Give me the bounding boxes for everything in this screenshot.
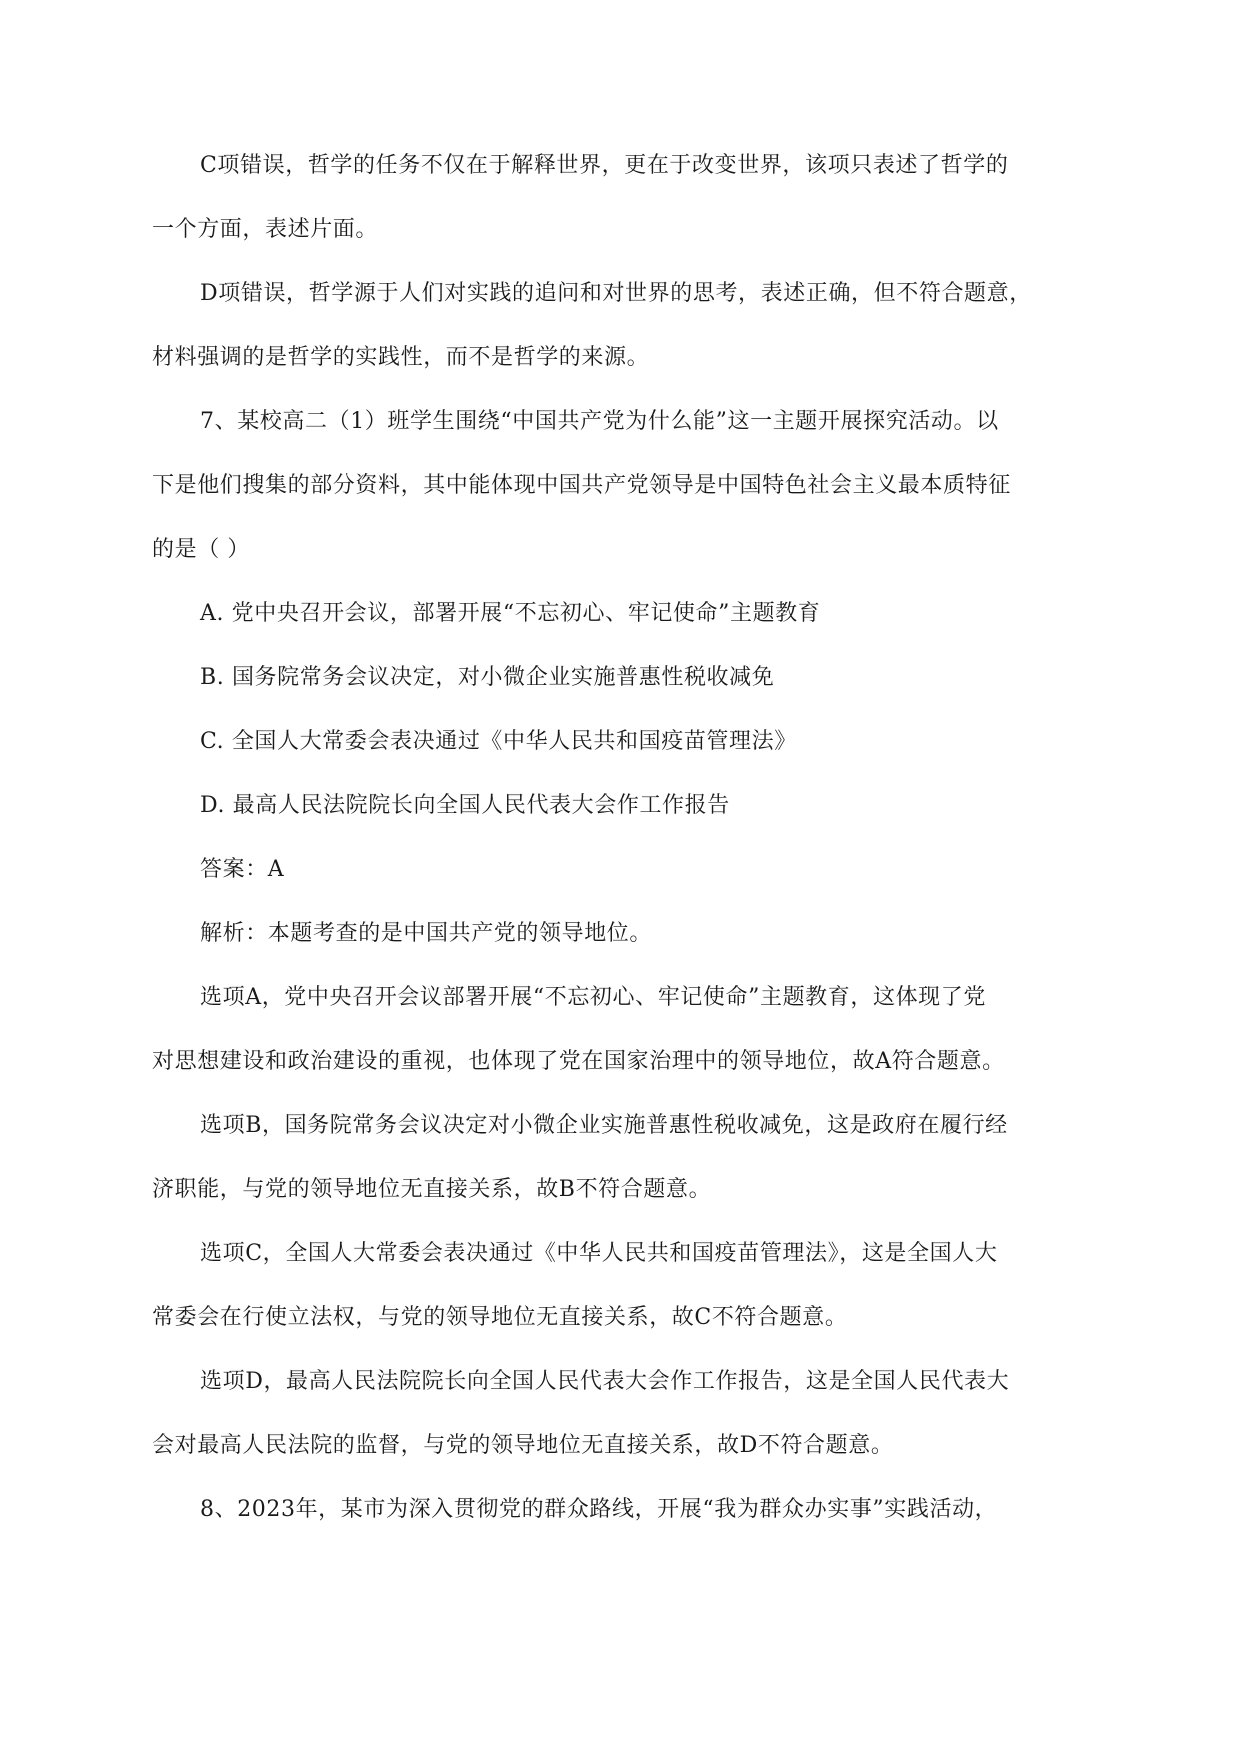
option-d: D. 最高人民法院院长向全国人民代表大会作工作报告 — [200, 793, 730, 818]
question-line: 下是他们搜集的部分资料，其中能体现中国共产党领导是中国特色社会主义最本质特征 — [152, 473, 1011, 498]
paragraph-line: 选项C，全国人大常委会表决通过《中华人民共和国疫苗管理法》，这是全国人大 — [200, 1241, 998, 1266]
question-line: 8、2023年，某市为深入贯彻党的群众路线，开展“我为群众办实事”实践活动， — [200, 1497, 998, 1522]
paragraph-line: 济职能，与党的领导地位无直接关系，故B不符合题意。 — [152, 1177, 712, 1202]
paragraph-line: 会对最高人民法院的监督，与党的领导地位无直接关系，故D不符合题意。 — [152, 1433, 894, 1458]
analysis-line: 解析：本题考查的是中国共产党的领导地位。 — [200, 921, 653, 946]
paragraph-line: D项错误，哲学源于人们对实践的追问和对世界的思考，表述正确，但不符合题意， — [200, 281, 1032, 306]
option-a: A. 党中央召开会议，部署开展“不忘初心、牢记使命”主题教育 — [200, 601, 821, 626]
question-line: 的是（ ） — [152, 537, 250, 562]
paragraph-line: 常委会在行使立法权，与党的领导地位无直接关系，故C不符合题意。 — [152, 1305, 848, 1330]
answer-line: 答案：A — [200, 857, 285, 882]
paragraph-line: 选项D，最高人民法院院长向全国人民代表大会作工作报告，这是全国人民代表大 — [200, 1369, 1010, 1394]
paragraph-line: 对思想建设和政治建设的重视，也体现了党在国家治理中的领导地位，故A符合题意。 — [152, 1049, 1005, 1074]
paragraph-line: C项错误，哲学的任务不仅在于解释世界，更在于改变世界，该项只表述了哲学的 — [200, 153, 1009, 178]
paragraph-line: 选项B，国务院常务会议决定对小微企业实施普惠性税收减免，这是政府在履行经 — [200, 1113, 1008, 1138]
option-c: C. 全国人大常委会表决通过《中华人民共和国疫苗管理法》 — [200, 729, 797, 754]
paragraph-line: 一个方面，表述片面。 — [152, 217, 379, 242]
paragraph-line: 材料强调的是哲学的实践性，而不是哲学的来源。 — [152, 345, 650, 370]
question-line: 7、某校高二（1）班学生围绕“中国共产党为什么能”这一主题开展探究活动。以 — [200, 409, 999, 434]
option-b: B. 国务院常务会议决定，对小微企业实施普惠性税收减免 — [200, 665, 775, 690]
paragraph-line: 选项A，党中央召开会议部署开展“不忘初心、牢记使命”主题教育，这体现了党 — [200, 985, 986, 1010]
